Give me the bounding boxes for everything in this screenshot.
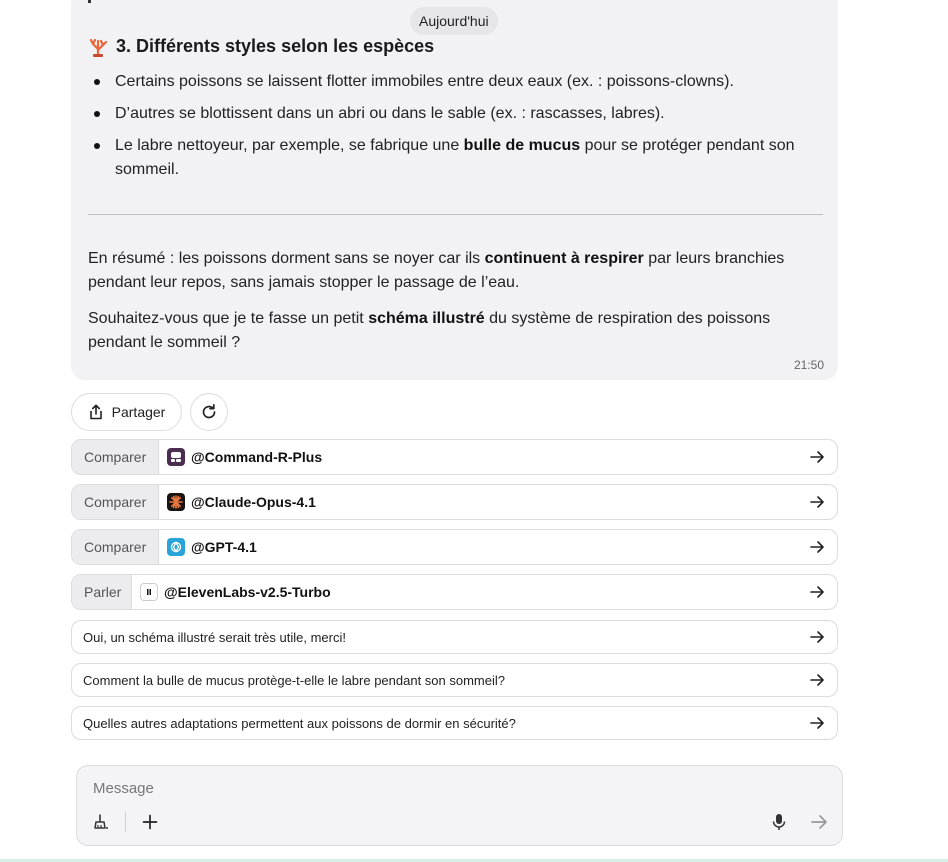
suggestion-2[interactable]: [71, 663, 838, 697]
model-group: [159, 538, 837, 556]
send-button[interactable]: [809, 812, 829, 832]
suggestion-text: Comment la bulle de mucus protège-t-elle le labre pendant son sommeil?: [83, 672, 505, 688]
bullet-text: Le labre nettoyeur, par exemple, se fabrique une: [115, 137, 464, 154]
message-time: 21:50: [794, 358, 825, 372]
elevenlabs-icon: [140, 583, 158, 601]
list-item: [88, 134, 808, 182]
bullet-text: pour se protéger pendant son sommeil.: [115, 137, 795, 178]
summary-paragraph: [88, 247, 828, 295]
refresh-icon: [200, 403, 218, 421]
message-input[interactable]: [93, 780, 693, 797]
arrow-right-icon: [809, 539, 825, 555]
clear-context-button[interactable]: [91, 812, 111, 832]
bullet-list: [88, 70, 808, 190]
scroll-indicator: [88, 0, 91, 3]
model-name: @ElevenLabs-v2.5-Turbo: [164, 584, 331, 600]
question-text: du système de respiration des poissons pendant le sommeil ?: [88, 310, 771, 351]
compare-claude-opus[interactable]: [71, 484, 838, 520]
question-bold: schéma illustré: [368, 310, 485, 327]
voice-input-button[interactable]: [769, 812, 789, 832]
claude-icon: [167, 493, 185, 511]
command-r-icon: [167, 448, 185, 466]
model-group: [159, 448, 837, 466]
model-name: @GPT-4.1: [191, 539, 257, 555]
suggestion-3[interactable]: [71, 706, 838, 740]
broom-icon: [92, 813, 110, 831]
send-arrow-icon: [810, 814, 828, 830]
arrow-right-icon: [809, 715, 825, 731]
summary-text: par leurs branchies pendant leur repos, sans jamais stopper le passage de l’eau.: [88, 250, 785, 291]
model-name: @Command-R-Plus: [191, 449, 323, 465]
summary-text: En résumé : les poissons dorment sans se noyer car ils: [88, 250, 485, 267]
arrow-right-icon: [809, 584, 825, 600]
arrow-right-icon: [809, 449, 825, 465]
divider: [88, 214, 823, 215]
coral-icon: [88, 37, 108, 57]
bullet-text: Certains poissons se laissent flotter immobiles entre deux eaux (ex. : poissons-clowns).: [115, 73, 734, 90]
compare-gpt-4-1[interactable]: [71, 529, 838, 565]
question-paragraph: [88, 307, 828, 355]
bullet-bold: bulle de mucus: [463, 137, 581, 154]
arrow-right-icon: [809, 672, 825, 688]
arrow-right-icon: [809, 629, 825, 645]
suggestion-1[interactable]: [71, 620, 838, 654]
microphone-icon: [771, 813, 787, 831]
section-title: 3. Différents styles selon les espèces: [116, 36, 435, 56]
list-item: [88, 102, 808, 126]
model-group: [132, 583, 837, 601]
model-group: [159, 493, 837, 511]
share-label: Partager: [111, 404, 166, 420]
arrow-right-icon: [809, 494, 825, 510]
suggestion-text: Oui, un schéma illustré serait très utile, merci!: [83, 629, 346, 645]
date-separator: Aujourd'hui: [410, 7, 498, 35]
share-icon: [88, 404, 104, 420]
add-attachment-button[interactable]: [140, 812, 160, 832]
bullet-text: D’autres se blottissent dans un abri ou dans le sable (ex. : rascasses, labres).: [115, 105, 665, 122]
summary-bold: continuent à respirer: [484, 250, 644, 267]
regenerate-button[interactable]: [190, 393, 228, 431]
compare-label: Comparer: [72, 485, 159, 519]
toolbar-separator: [125, 812, 126, 832]
plus-icon: [142, 814, 158, 830]
talk-elevenlabs[interactable]: [71, 574, 838, 610]
share-button[interactable]: [71, 393, 182, 431]
list-item: [88, 70, 808, 94]
question-text: Souhaitez-vous que je te fasse un petit: [88, 310, 369, 327]
model-name: @Claude-Opus-4.1: [191, 494, 316, 510]
talk-label: Parler: [72, 575, 132, 609]
message-composer: [76, 765, 843, 846]
compare-label: Comparer: [72, 440, 159, 474]
suggestion-text: Quelles autres adaptations permettent aux poissons de dormir en sécurité?: [83, 715, 516, 731]
gpt-icon: [167, 538, 185, 556]
compare-label: Comparer: [72, 530, 159, 564]
compare-command-r-plus[interactable]: [71, 439, 838, 475]
section-heading: [88, 36, 434, 57]
